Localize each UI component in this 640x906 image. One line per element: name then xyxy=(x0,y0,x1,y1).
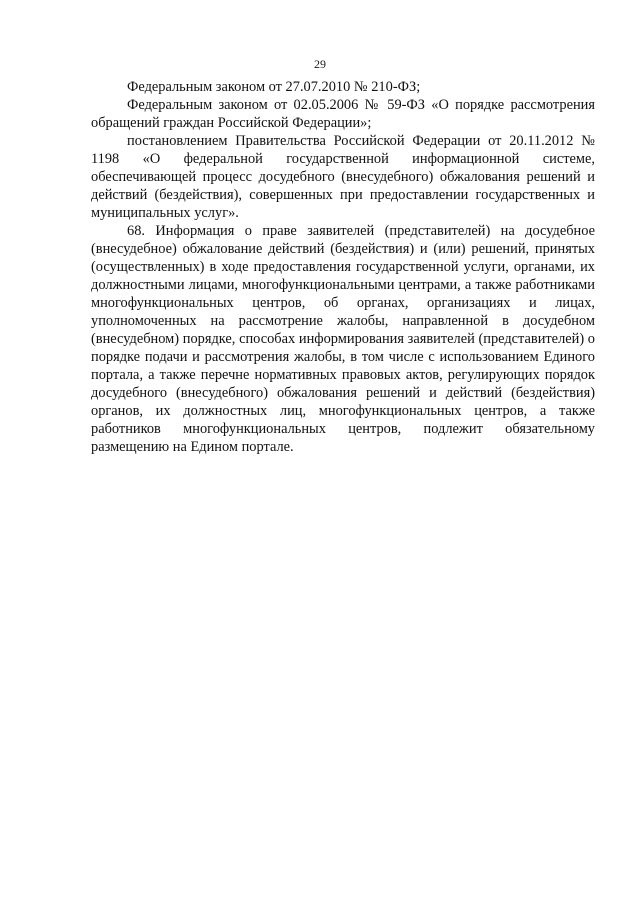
paragraph-law-59: Федеральным законом от 02.05.2006 № 59-ФЗ «О порядке рассмотрения обращений граждан Российской Федерации»; xyxy=(91,97,595,131)
paragraph-item-68: 68. Информация о праве заявителей (представителей) на досудебное (внесудебное) обжалование действий (бездействия) и (или) решений, принятых (осуществленных) в ходе предоставления государственной услуги, органами, их должностными лицами, многофункциональными центрами, а также работниками многофункциональных центров, об органах, организациях и лицах, уполномоченных на рассмотрение жалобы, направленной в досудебном (внесудебном) порядке, способах информирования заявителей (представителей) о порядке подачи и рассмотрения жалобы, в том числе с использованием Единого портала, а также перечне нормативных правовых актов, регулирующих порядок досудебного (внесудебного) обжалования решений и действий (бездействия) органов, их должностных лиц, многофункциональных центров, а также работников многофункциональных центров, подлежит обязательному размещению на Едином портале. xyxy=(91,223,595,455)
document-body xyxy=(91,78,595,456)
paragraph-resolution-1198: постановлением Правительства Российской Федерации от 20.11.2012 № 1198 «О федеральной государственной информационной системе, обеспечивающей процесс досудебного (внесудебного) обжалования решений и действий (бездействия), совершенных при предоставлении государственных и муниципальных услуг». xyxy=(91,133,595,221)
paragraph-law-210: Федеральным законом от 27.07.2010 № 210-ФЗ; xyxy=(127,79,421,95)
page-number: 29 xyxy=(314,57,326,71)
